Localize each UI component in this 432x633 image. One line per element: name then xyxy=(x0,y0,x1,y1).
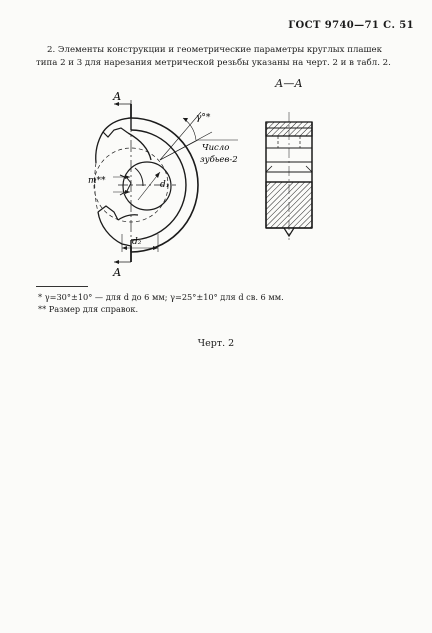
d2-label: d₂ xyxy=(132,237,142,247)
m-label: m** xyxy=(88,176,106,186)
cut-label-top: А xyxy=(113,90,122,103)
figure-caption: Черт. 2 xyxy=(197,338,235,349)
paragraph-line-1: 2. Элементы конструкции и геометрические параметры круглых плашек xyxy=(47,45,382,55)
technical-drawing xyxy=(0,0,432,290)
footnotes xyxy=(38,291,284,315)
d1-label: d₁ xyxy=(160,180,170,190)
footnote-1: * γ=30°±10° — для d до 6 мм; γ=25°±10° для d св. 6 мм. xyxy=(38,292,284,302)
teeth-label-2: зубьев-2 xyxy=(200,155,238,165)
die-left-contour xyxy=(103,118,131,132)
section-view xyxy=(266,112,312,240)
footnote-2: ** Размер для справок. xyxy=(38,304,139,314)
footnote-rule xyxy=(36,286,88,287)
gamma-label: γ°* xyxy=(196,113,211,123)
cut-label-bottom: А xyxy=(113,266,122,279)
teeth-label-1: Число xyxy=(202,143,230,153)
paragraph-line-2: типа 2 и 3 для нарезания метрической резьбы указаны на черт. 2 и в табл. 2. xyxy=(36,58,391,68)
page-header: ГОСТ 9740—71 С. 51 xyxy=(288,20,414,31)
section-title: А—А xyxy=(275,77,303,90)
